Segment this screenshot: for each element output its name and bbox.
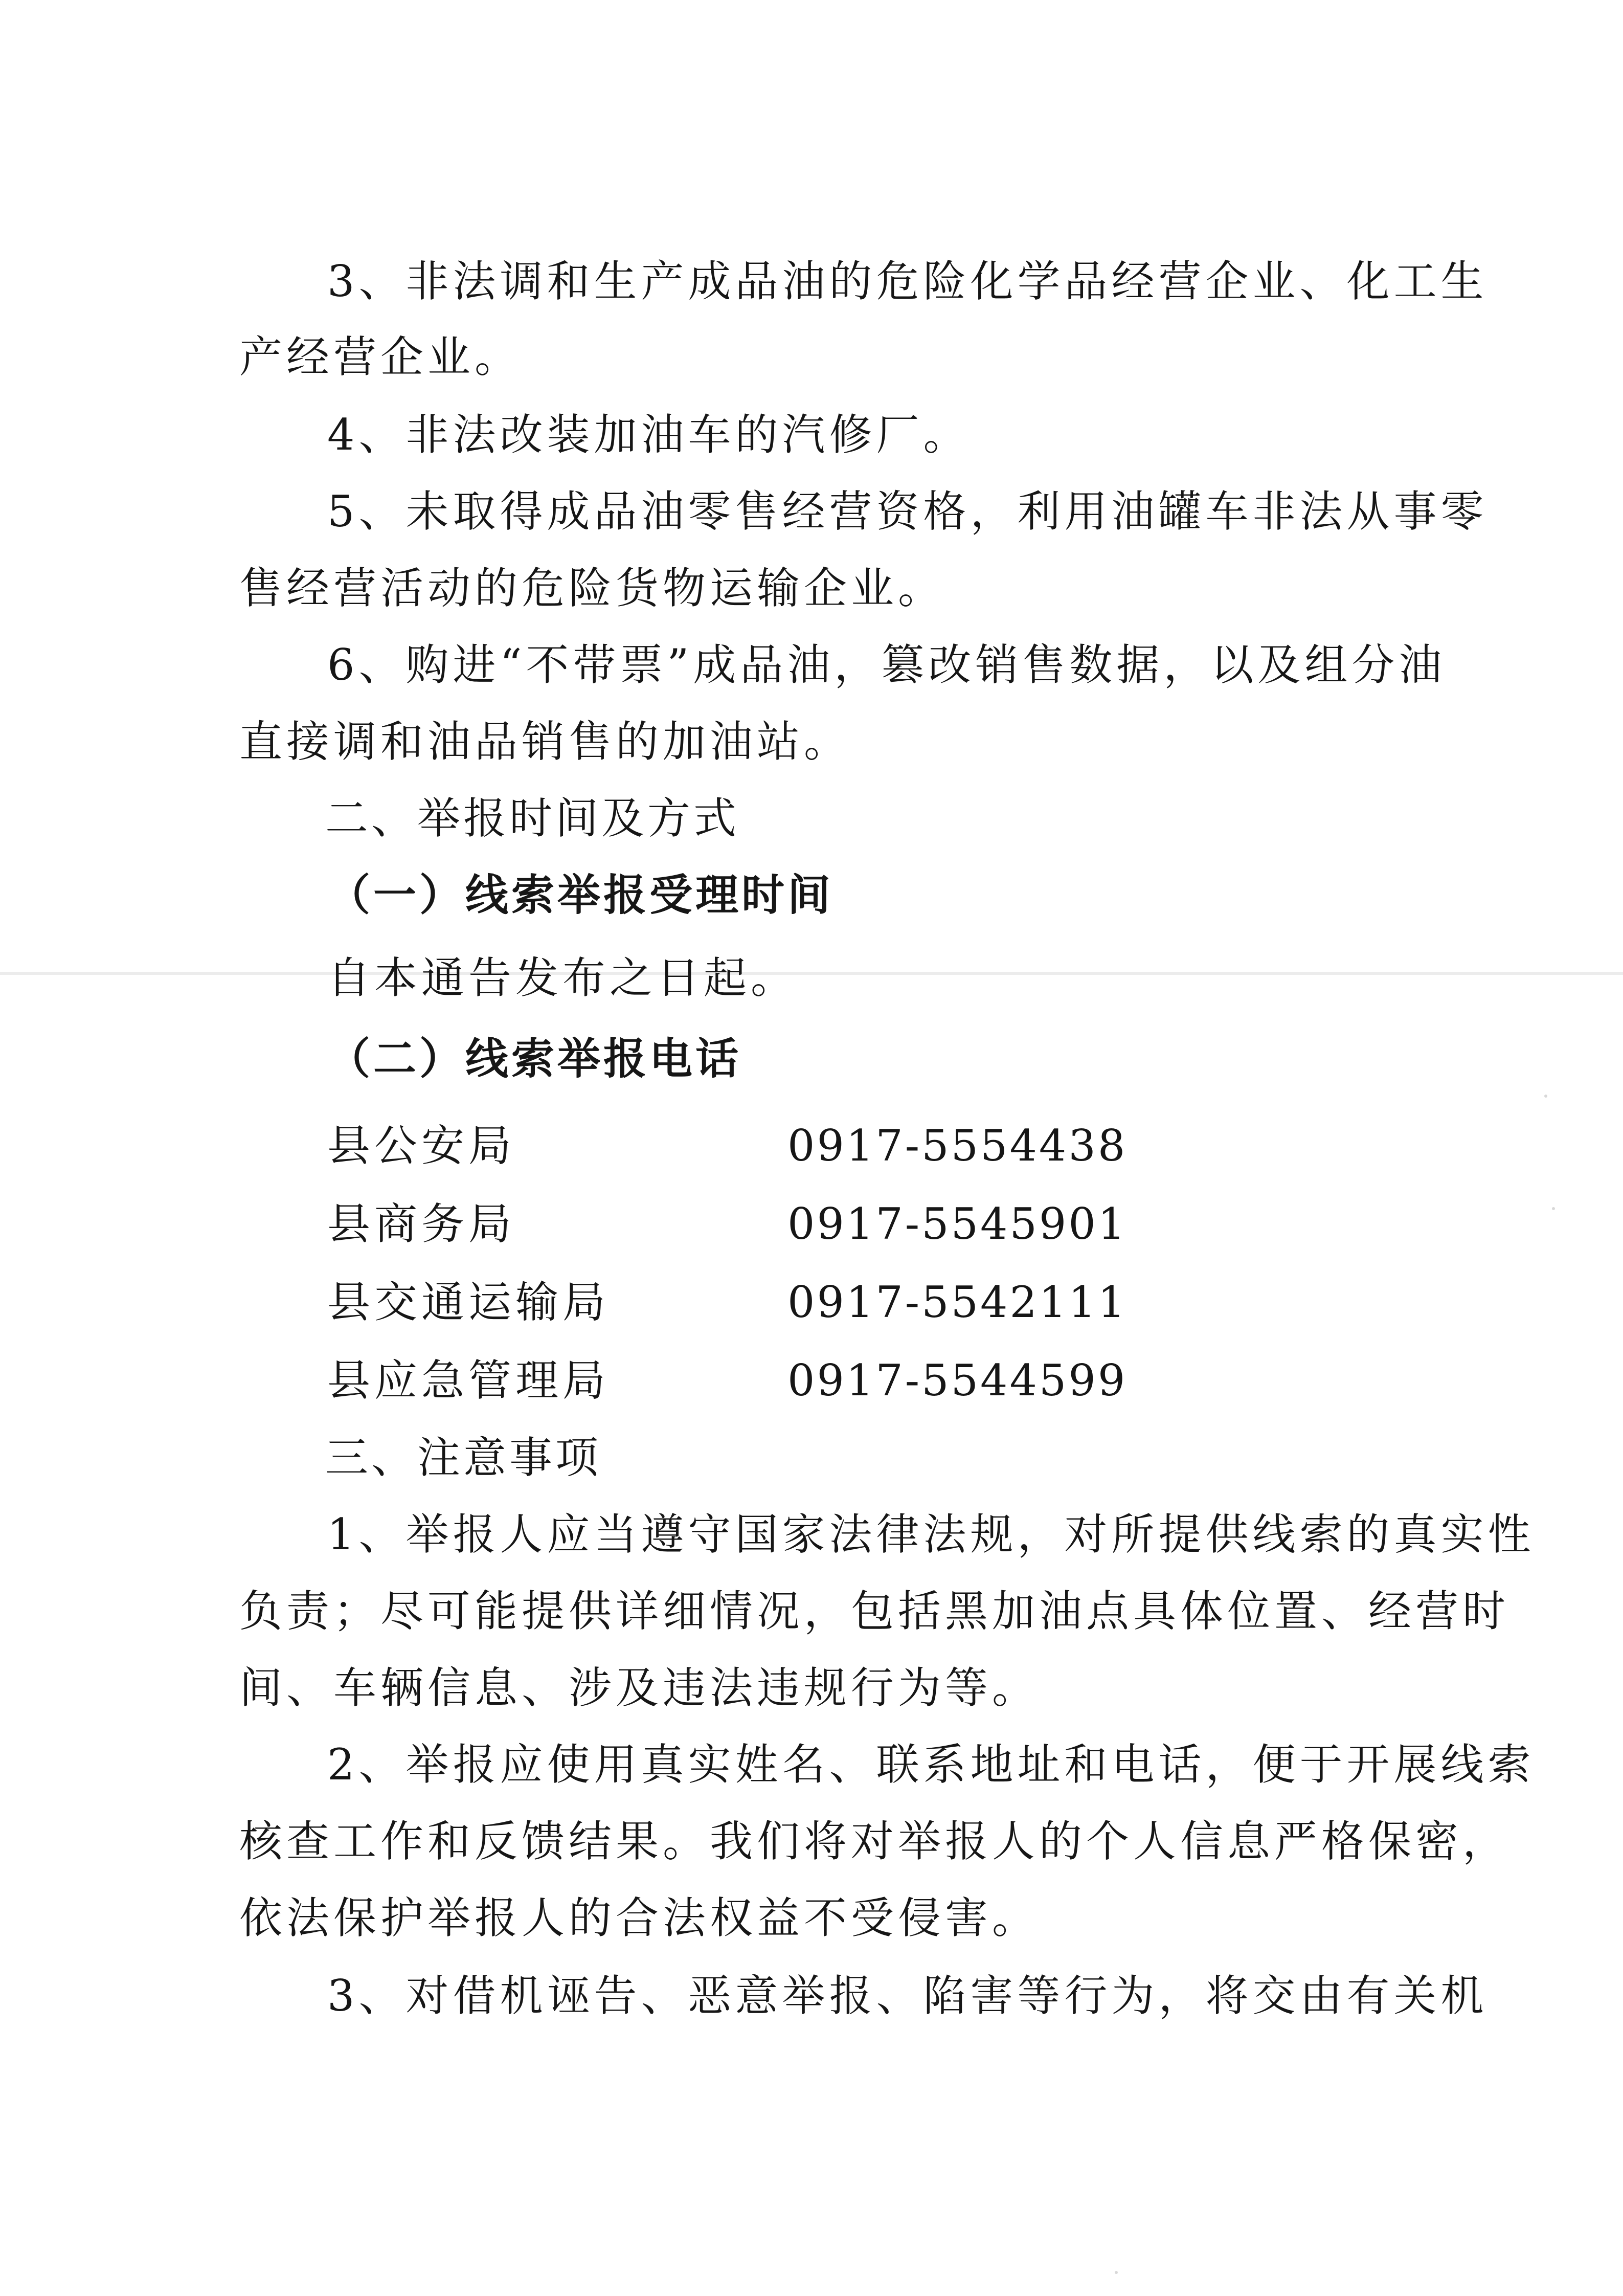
scan-speck	[1552, 1207, 1555, 1210]
contact-name: 县交通运输局	[327, 1277, 610, 1327]
contact-phone: 0917-5545901	[787, 1199, 1128, 1249]
section-2-subheading-2: （二）线索举报电话	[327, 1033, 742, 1084]
notice-item-1-line3: 间、车辆信息、涉及违法违规行为等。	[239, 1663, 1040, 1713]
scan-artifact-line	[0, 972, 1623, 975]
contact-phone: 0917-5544599	[787, 1355, 1128, 1406]
notice-item-2-line1: 2、举报应使用真实姓名、联系地址和电话，便于开展线索	[327, 1740, 1535, 1790]
list-item-3-line2: 产经营企业。	[239, 332, 522, 382]
list-item-5-line1: 5、未取得成品油零售经营资格，利用油罐车非法从事零	[327, 486, 1488, 537]
section-2-heading: 二、举报时间及方式	[325, 793, 740, 843]
list-item-5-line2: 售经营活动的危险货物运输企业。	[239, 563, 945, 613]
scan-speck	[1544, 1095, 1547, 1098]
section-3-heading: 三、注意事项	[325, 1433, 602, 1483]
section-2-sub1-text: 自本通告发布之日起。	[327, 953, 798, 1003]
notice-item-1-line2: 负责；尽可能提供详细情况，包括黑加油点具体位置、经营时	[239, 1586, 1510, 1636]
notice-item-2-line3: 依法保护举报人的合法权益不受侵害。	[239, 1893, 1040, 1943]
notice-item-2-line2: 核查工作和反馈结果。我们将对举报人的个人信息严格保密，	[239, 1816, 1510, 1866]
notice-item-3-line1: 3、对借机诬告、恶意举报、陷害等行为，将交由有关机	[327, 1971, 1488, 2021]
section-2-subheading-1: （一）线索举报受理时间	[327, 870, 834, 920]
contact-name: 县应急管理局	[327, 1355, 610, 1406]
contact-row	[327, 1355, 1248, 1406]
list-item-4-line1: 4、非法改装加油车的汽修厂。	[327, 410, 971, 460]
list-item-6-line1: 6、购进“不带票”成品油，篡改销售数据，以及组分油	[327, 640, 1446, 690]
list-item-6-line2: 直接调和油品销售的加油站。	[239, 717, 851, 767]
contact-phone: 0917-5554438	[787, 1121, 1128, 1171]
contact-row	[327, 1277, 1248, 1328]
contact-row	[327, 1198, 1248, 1250]
contact-row	[327, 1120, 1248, 1171]
notice-item-1-line1: 1、举报人应当遵守国家法律法规，对所提供线索的真实性	[327, 1509, 1535, 1559]
scan-speck	[1115, 2271, 1118, 2274]
list-item-3-line1: 3、非法调和生产成品油的危险化学品经营企业、化工生	[327, 256, 1488, 306]
contact-phone: 0917-5542111	[787, 1277, 1128, 1327]
contact-name: 县公安局	[327, 1121, 516, 1171]
contact-name: 县商务局	[327, 1199, 516, 1249]
